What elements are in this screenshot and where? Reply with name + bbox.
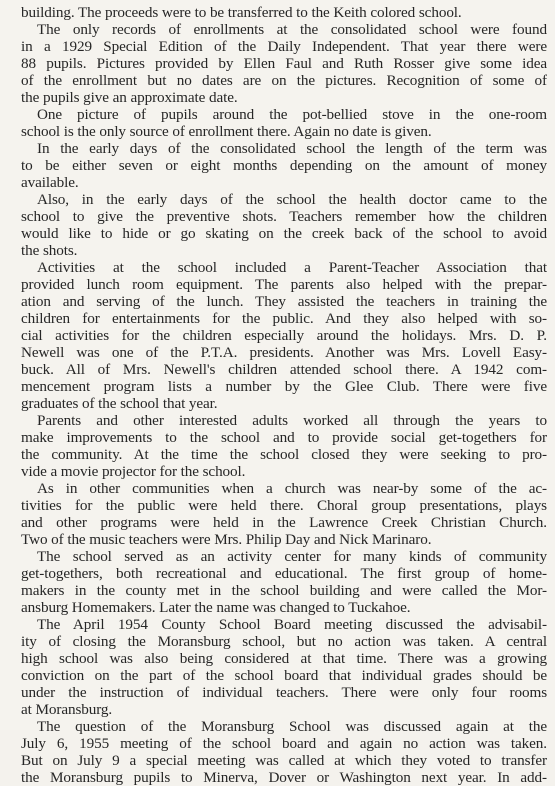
text-line: and other programs were held in the Lawrence Creek Christian Church. [21,514,547,531]
text-line: The only records of enrollments at the consolidated school were found [37,21,547,38]
text-line: school is the only source of enrollment there. Again no date is given. [21,123,432,140]
text-line: provided lunch room equipment. The parents also helped with the prepar- [21,276,547,293]
text-line: make improvements to the school and to provide social get-togethers for [21,429,547,446]
text-line: makers in the county met in the school building and were called the Mor- [21,582,547,599]
text-line: 88 pupils. Pictures provided by Ellen Faul and Ruth Rosser give some idea [21,55,547,72]
text-line: Activities at the school included a Parent-Teacher Association that [37,259,547,276]
text-line: the Moransburg pupils to Minerva, Dover or Washington next year. In add- [21,769,547,786]
text-line: ity of closing the Moransburg school, but no action was taken. A central [21,633,547,650]
text-line: The April 1954 County School Board meeting discussed the advisabil- [37,616,547,633]
text-line: mencement program lists a number by the Glee Club. There were five [21,378,547,395]
text-line: ansburg Homemakers. Later the name was changed to Tuckahoe. [21,599,411,616]
text-line: As in other communities when a church was near-by some of the ac- [37,480,547,497]
text-line: graduates of the school that year. [21,395,218,412]
text-line: Newell was one of the P.T.A. presidents. Another was Mrs. Lovell Easy- [21,344,547,361]
text-line: under the instruction of individual teachers. There were only four rooms [21,684,547,701]
text-line: tivities for the public were held there. Choral group presentations, plays [21,497,547,514]
text-line: high school was also being considered at that time. There was a growing [21,650,547,667]
text-line: children for entertainments for the public. And they also helped with so- [21,310,547,327]
text-line: vide a movie projector for the school. [21,463,246,480]
text-line: to be either seven or eight months depending on the amount of money [21,157,547,174]
text-line: Also, in the early days of the school the health doctor came to the [37,191,547,208]
text-line: the pupils give an approximate date. [21,89,238,106]
text-line: Parents and other interested adults worked all through the years to [37,412,547,429]
body-text [21,4,547,786]
text-line: The school served as an activity center for many kinds of community [37,548,547,565]
text-line: ation and serving of the lunch. They assisted the teachers in training the [21,293,547,310]
text-line: Two of the music teachers were Mrs. Philip Day and Nick Marinaro. [21,531,432,548]
text-line: get-togethers, both recreational and educational. The first group of home- [21,565,547,582]
text-line: The question of the Moransburg School was discussed again at the [37,718,547,735]
text-line: In the early days of the consolidated school the length of the term was [37,140,547,157]
text-line: July 6, 1955 meeting of the school board and again no action was taken. [21,735,547,752]
text-line: conviction on the part of the school board that individual grades should be [21,667,547,684]
text-line: school to give the preventive shots. Teachers remember how the children [21,208,547,225]
text-line: building. The proceeds were to be transferred to the Keith colored school. [21,4,462,21]
text-line: at Moransburg. [21,701,113,718]
text-line: buck. All of Mrs. Newell's children attended school there. A 1942 com- [21,361,547,378]
text-line: One picture of pupils around the pot-bellied stove in the one-room [37,106,547,123]
text-line: But on July 9 a special meeting was called at which they voted to transfer [21,752,547,769]
text-line: would like to hide or go skating on the creek back of the school to avoid [21,225,547,242]
text-line: in a 1929 Special Edition of the Daily Independent. That year there were [21,38,547,55]
text-line: the community. At the time the school closed they were seeking to pro- [21,446,547,463]
text-line: cial activities for the children especially around the holidays. Mrs. D. P. [21,327,547,344]
text-line: of the enrollment but no dates are on the pictures. Recognition of some of [21,72,547,89]
text-line: the shots. [21,242,78,259]
text-line: available. [21,174,79,191]
